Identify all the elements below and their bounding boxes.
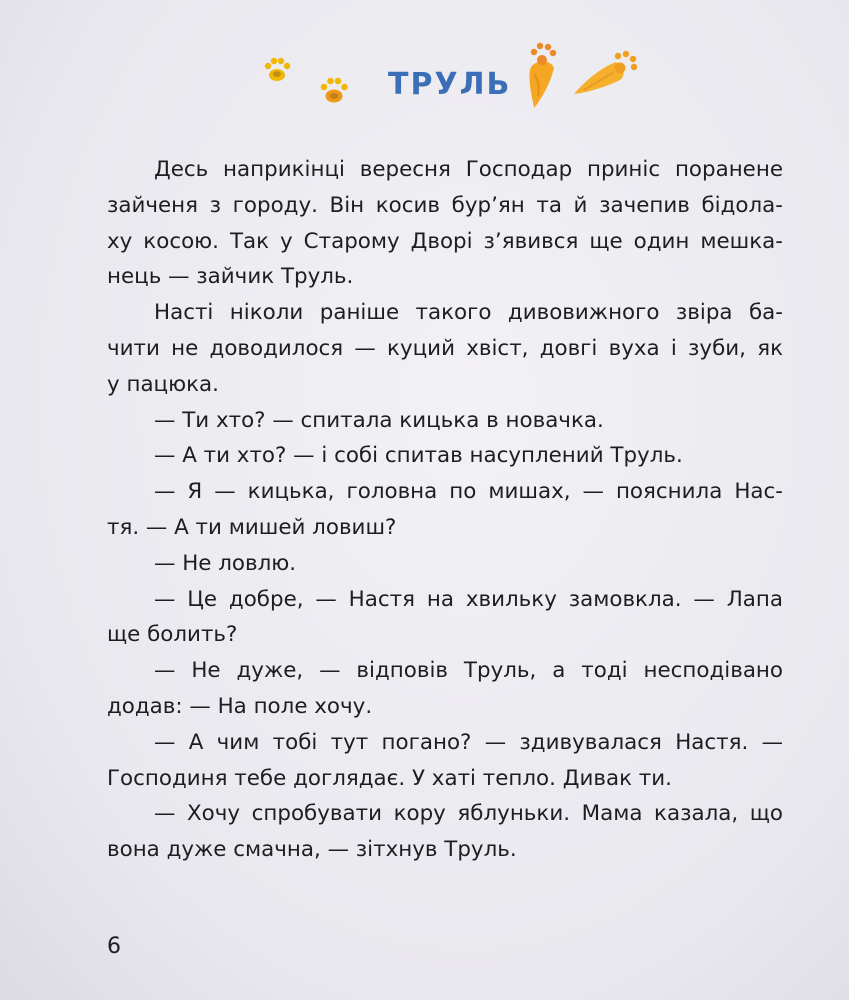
text-line: Десь наприкінці вересня Господар приніс поранене [154, 157, 783, 182]
text-line: додав: — На поле хочу. [107, 693, 373, 719]
text-line: ще болить? [107, 622, 238, 648]
text-line: — Ти хто? — спитала кицька в новачка. [154, 407, 604, 433]
carrot-icon [570, 46, 640, 98]
text-line: Насті ніколи раніше такого дивовижного звіра ба- [154, 300, 783, 326]
text-line: — Я — кицька, головна по мишах, — пояснила Нас- [154, 479, 783, 505]
paw-print-icon [318, 76, 350, 106]
chapter-title: ТРУЛЬ [388, 67, 512, 102]
text-line: зайченя з городу. Він косив бур’ян та й зачепив бідола- [107, 192, 783, 218]
text-line: — Не дуже, — відповів Труль, а тоді несподівано [154, 658, 783, 684]
text-line: чити не доводилося — куций хвіст, довгі вуха і зуби, як [107, 335, 783, 361]
carrot-icon [520, 40, 564, 110]
text-line: у пацюка. [107, 371, 219, 397]
text-line: Господиня тебе доглядає. У хаті тепло. Дивак ти. [107, 765, 672, 791]
chapter-header [0, 40, 849, 120]
text-line: — Хочу спробувати кору яблуньки. Мама казала, що [154, 801, 783, 827]
text-line: — А чим тобі тут погано? — здивувалася Настя. — [154, 729, 783, 755]
text-line: нець — зайчик Труль. [107, 264, 354, 290]
text-line: тя. — А ти мишей ловиш? [107, 514, 397, 540]
paw-print-icon [262, 56, 292, 84]
text-line: ху косою. Так у Старому Дворі з’явився ще один мешка- [107, 228, 783, 254]
text-line: — Це добре, — Настя на хвильку замовкла. — Лапа [154, 586, 783, 612]
page-number: 6 [107, 934, 121, 959]
text-line: — А ти хто? — і собі спитав насуплений Труль. [154, 443, 683, 469]
text-line: вона дуже смачна, — зітхнув Труль. [107, 837, 517, 863]
text-line: — Не ловлю. [154, 550, 297, 576]
story-text [107, 152, 783, 868]
